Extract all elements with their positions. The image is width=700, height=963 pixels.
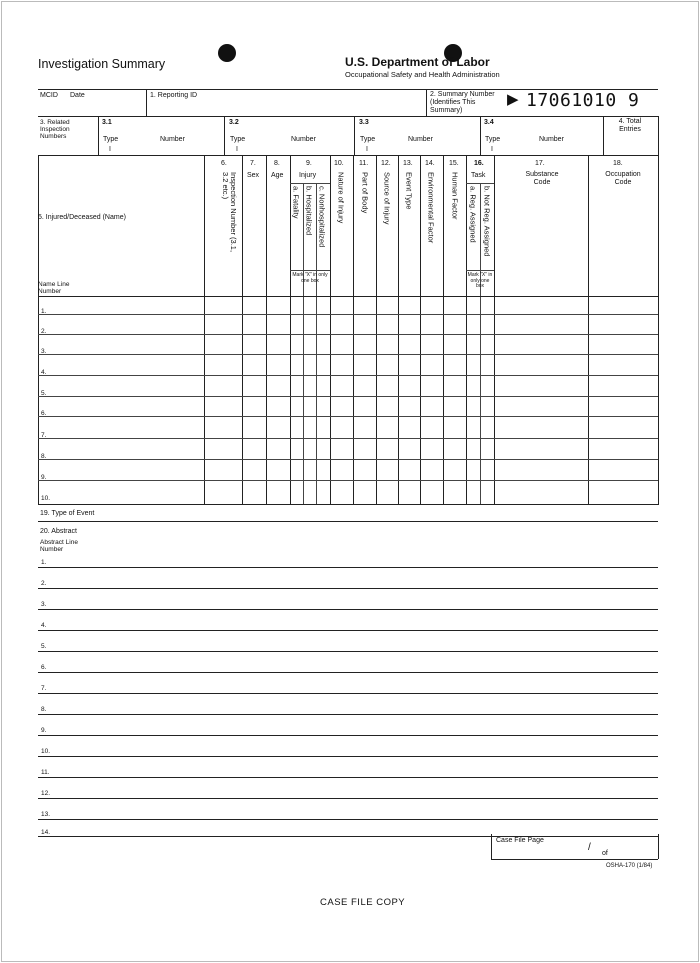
col18-label: Occupation Code <box>605 171 641 186</box>
col13-label: Event Type <box>404 172 414 210</box>
col16b-label: b. Not Reg. Assigned <box>482 186 492 257</box>
table-row-number: 1. <box>41 308 47 315</box>
col12-label: Source of Injury <box>382 172 392 225</box>
col16-num: 16. <box>474 160 484 167</box>
abstract-line-number: 3. <box>41 601 47 608</box>
col15-num: 15. <box>449 160 459 167</box>
col6-num: 6. <box>221 160 227 167</box>
col18-num: 18. <box>613 160 623 167</box>
group-3-3-code: 3.3 <box>359 119 369 126</box>
group-3-4-code: 3.4 <box>484 119 494 126</box>
col17-num: 17. <box>535 160 545 167</box>
col13-num: 13. <box>403 160 413 167</box>
summary-number-label: 2. Summary Number (Identifies This Summary) <box>430 91 495 114</box>
table-row-number: 2. <box>41 328 47 335</box>
summary-number-value: 17061010 9 <box>526 90 640 111</box>
abstract-line-number: 14. <box>41 829 51 836</box>
type-box-mark: I <box>109 146 111 153</box>
group-3-4-type-label: Type <box>485 136 501 143</box>
col12-num: 12. <box>381 160 391 167</box>
abstract-label: 20. Abstract <box>40 528 77 535</box>
group-3-1-code: 3.1 <box>102 119 112 126</box>
abstract-line-label: Abstract Line Number <box>40 539 78 553</box>
col16a-label: a. Reg. Assigned <box>468 186 478 243</box>
group-3-4-number-label: Number <box>539 136 564 143</box>
col8-num: 8. <box>274 160 280 167</box>
date-label: Date <box>70 92 85 99</box>
abstract-line-number: 12. <box>41 790 51 797</box>
table-row-number: 6. <box>41 410 47 417</box>
col11-label: Part of Body <box>360 172 370 214</box>
abstract-line-number: 7. <box>41 685 47 692</box>
group-3-1-number-label: Number <box>160 136 185 143</box>
abstract-line-number: 8. <box>41 706 47 713</box>
col16-label: Task <box>471 172 486 179</box>
form-id: OSHA-170 (1/84) <box>606 863 653 869</box>
injured-name-label: 5. Injured/Deceased (Name) <box>38 214 126 221</box>
col9c-label: c. Nonhospitalized <box>317 186 327 248</box>
col17-label: Substance Code <box>525 171 559 186</box>
abstract-line-number: 1. <box>41 559 47 566</box>
type-box-mark: I <box>366 146 368 153</box>
group-3-2-type-label: Type <box>230 136 246 143</box>
col9-label: Injury <box>299 172 317 179</box>
group-3-1-type-label: Type <box>103 136 119 143</box>
table-row-number: 4. <box>41 369 47 376</box>
task-mark-note: Mark "X" in only one box <box>467 272 493 289</box>
injury-mark-note: Mark "X" in only one box <box>292 272 328 284</box>
group-3-3-number-label: Number <box>408 136 433 143</box>
type-box-mark: I <box>491 146 493 153</box>
col11-num: 11. <box>359 160 369 167</box>
summary-arrow-icon: ▶ <box>507 91 519 108</box>
col14-label: Environmental Factor <box>426 172 436 244</box>
type-of-event-label: 19. Type of Event <box>40 510 95 517</box>
table-row-number: 10. <box>41 495 51 502</box>
reporting-id-label: 1. Reporting ID <box>150 92 198 99</box>
form-title: Investigation Summary <box>38 57 166 71</box>
group-3-3-type-label: Type <box>360 136 376 143</box>
col15-label: Human Factor <box>450 172 460 220</box>
related-inspection-label: 3. Related Inspection Numbers <box>40 119 70 140</box>
mcid-label: MCID <box>40 92 58 99</box>
group-3-2-code: 3.2 <box>229 119 239 126</box>
col6-label: Inspection Number (3.1, 3.2 etc.) <box>221 172 238 253</box>
abstract-line-number: 5. <box>41 643 47 650</box>
total-entries-label: 4. Total Entries <box>618 118 642 133</box>
case-file-copy-label: CASE FILE COPY <box>320 897 406 908</box>
table-row-number: 5. <box>41 390 47 397</box>
col8-label: Age <box>271 172 284 179</box>
table-row-number: 8. <box>41 453 47 460</box>
case-file-page-slash: / <box>588 842 591 853</box>
col7-num: 7. <box>250 160 256 167</box>
col7-label: Sex <box>247 172 260 179</box>
col10-num: 10. <box>334 160 344 167</box>
abstract-line-number: 11. <box>41 769 50 776</box>
abstract-line-number: 9. <box>41 727 47 734</box>
col9b-label: b. Hospitalized <box>304 186 314 236</box>
agency-name: U.S. Department of Labor <box>345 55 490 69</box>
group-3-2-number-label: Number <box>291 136 316 143</box>
abstract-line-number: 2. <box>41 580 47 587</box>
type-box-mark: I <box>236 146 238 153</box>
col9-num: 9. <box>306 160 312 167</box>
table-row-number: 9. <box>41 474 47 481</box>
abstract-line-number: 6. <box>41 664 47 671</box>
name-line-label: Name Line Number <box>38 281 70 295</box>
punch-hole-left <box>218 44 236 62</box>
subagency-name: Occupational Safety and Health Administration <box>345 70 500 79</box>
page-frame <box>1 1 699 962</box>
col14-num: 14. <box>425 160 435 167</box>
case-file-page-of: of <box>602 850 608 857</box>
abstract-line-number: 10. <box>41 748 51 755</box>
table-row-number: 3. <box>41 348 47 355</box>
abstract-line-number: 4. <box>41 622 47 629</box>
case-file-page-label: Case File Page <box>496 837 544 844</box>
col10-label: Nature of Injury <box>336 172 346 224</box>
table-row-number: 7. <box>41 432 47 439</box>
abstract-line-number: 13. <box>41 811 51 818</box>
col9a-label: a. Fatality <box>291 186 301 219</box>
